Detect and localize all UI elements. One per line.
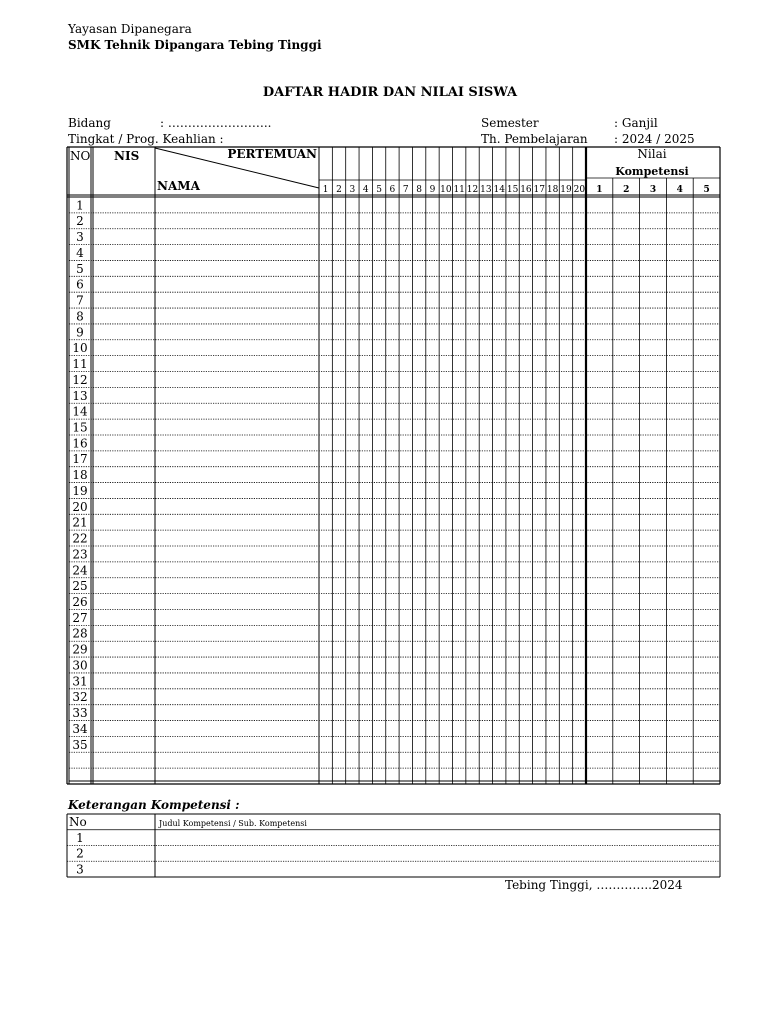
- bidang-value: : ……………………..: [160, 116, 272, 130]
- row-number: 25: [72, 579, 88, 594]
- row-number: 3: [76, 230, 84, 245]
- meeting-number: 19: [560, 185, 572, 195]
- meeting-number: 3: [349, 185, 356, 195]
- row-number: 6: [76, 277, 84, 292]
- row-number: 8: [76, 309, 84, 324]
- meeting-number: 2: [336, 185, 342, 195]
- page-title: DAFTAR HADIR DAN NILAI SISWA: [262, 85, 518, 100]
- competency-number: 2: [623, 185, 630, 195]
- row-number: 14: [72, 404, 88, 419]
- meeting-number: 20: [573, 185, 586, 195]
- competency-number: 1: [596, 185, 603, 195]
- keterangan-judul-header: Judul Kompetensi / Sub. Kompetensi: [159, 819, 307, 828]
- row-number: 1: [76, 198, 84, 213]
- keterangan-title: Keterangan Kompetensi :: [68, 798, 240, 812]
- col-nis-header: NIS: [114, 149, 140, 163]
- row-number: 12: [72, 372, 88, 387]
- col-nilai-header: Nilai: [637, 147, 667, 161]
- keterangan-row-number: 1: [76, 830, 84, 845]
- row-number: 32: [72, 690, 88, 705]
- semester-label: Semester: [481, 116, 539, 130]
- semester-value: : Ganjil: [614, 116, 658, 130]
- row-number: 30: [72, 658, 88, 673]
- place-date: Tebing Tinggi, …………..2024: [505, 878, 683, 892]
- row-number: 21: [72, 515, 88, 530]
- meeting-number: 11: [453, 185, 465, 195]
- foundation-name: Yayasan Dipanegara: [68, 22, 192, 36]
- meeting-number: 4: [362, 185, 369, 195]
- meeting-number: 7: [402, 185, 409, 195]
- school-name: SMK Tehnik Dipangara Tebing Tinggi: [68, 38, 322, 52]
- row-number: 5: [76, 261, 84, 276]
- meeting-number: 1: [322, 185, 329, 195]
- meeting-number: 18: [546, 185, 559, 195]
- row-number: 34: [72, 721, 88, 736]
- tingkat-label: Tingkat / Prog. Keahlian :: [68, 132, 224, 146]
- meeting-number: 6: [389, 185, 396, 195]
- meeting-number: 14: [493, 185, 505, 195]
- row-number: 22: [72, 531, 88, 546]
- row-number: 7: [76, 293, 84, 308]
- col-pertemuan-header: PERTEMUAN: [227, 147, 317, 161]
- row-number: 9: [76, 325, 84, 340]
- row-number: 29: [72, 642, 88, 657]
- row-number: 27: [72, 610, 88, 625]
- row-number: 13: [72, 388, 88, 403]
- row-number: 23: [72, 547, 88, 562]
- row-number: 18: [72, 468, 88, 483]
- tahun-value: : 2024 / 2025: [614, 132, 695, 146]
- row-number: 19: [72, 483, 88, 498]
- col-no-header: NO: [70, 149, 91, 163]
- row-number: 15: [72, 420, 88, 435]
- competency-number: 5: [703, 185, 710, 195]
- row-number: 31: [72, 674, 88, 689]
- row-number: 20: [72, 499, 88, 514]
- meeting-number: 5: [376, 185, 382, 195]
- meeting-number: 13: [480, 185, 492, 195]
- keterangan-row-number: 2: [76, 846, 84, 861]
- tahun-label: Th. Pembelajaran: [481, 132, 588, 146]
- competency-number: 4: [676, 185, 683, 195]
- keterangan-row-number: 3: [76, 862, 84, 877]
- meeting-number: 15: [506, 185, 519, 195]
- row-number: 17: [72, 452, 88, 467]
- row-number: 33: [72, 706, 88, 721]
- keterangan-no-header: No: [69, 815, 87, 829]
- row-number: 10: [72, 341, 88, 356]
- bidang-label: Bidang: [68, 116, 111, 130]
- row-number: 24: [72, 563, 88, 578]
- col-kompetensi-header: Kompetensi: [615, 165, 689, 178]
- row-number: 26: [72, 594, 88, 609]
- meeting-number: 12: [466, 185, 479, 195]
- meeting-number: 17: [533, 185, 546, 195]
- meeting-number: 8: [416, 185, 422, 195]
- row-number: 2: [76, 214, 84, 229]
- row-number: 35: [72, 737, 88, 752]
- meeting-number: 10: [440, 185, 452, 195]
- meeting-number: 9: [429, 185, 436, 195]
- row-number: 16: [72, 436, 88, 451]
- row-number: 4: [76, 245, 84, 260]
- competency-number: 3: [649, 185, 657, 195]
- col-nama-header: NAMA: [157, 179, 200, 193]
- row-number: 11: [72, 357, 88, 372]
- meeting-number: 16: [520, 185, 532, 195]
- row-number: 28: [72, 626, 88, 641]
